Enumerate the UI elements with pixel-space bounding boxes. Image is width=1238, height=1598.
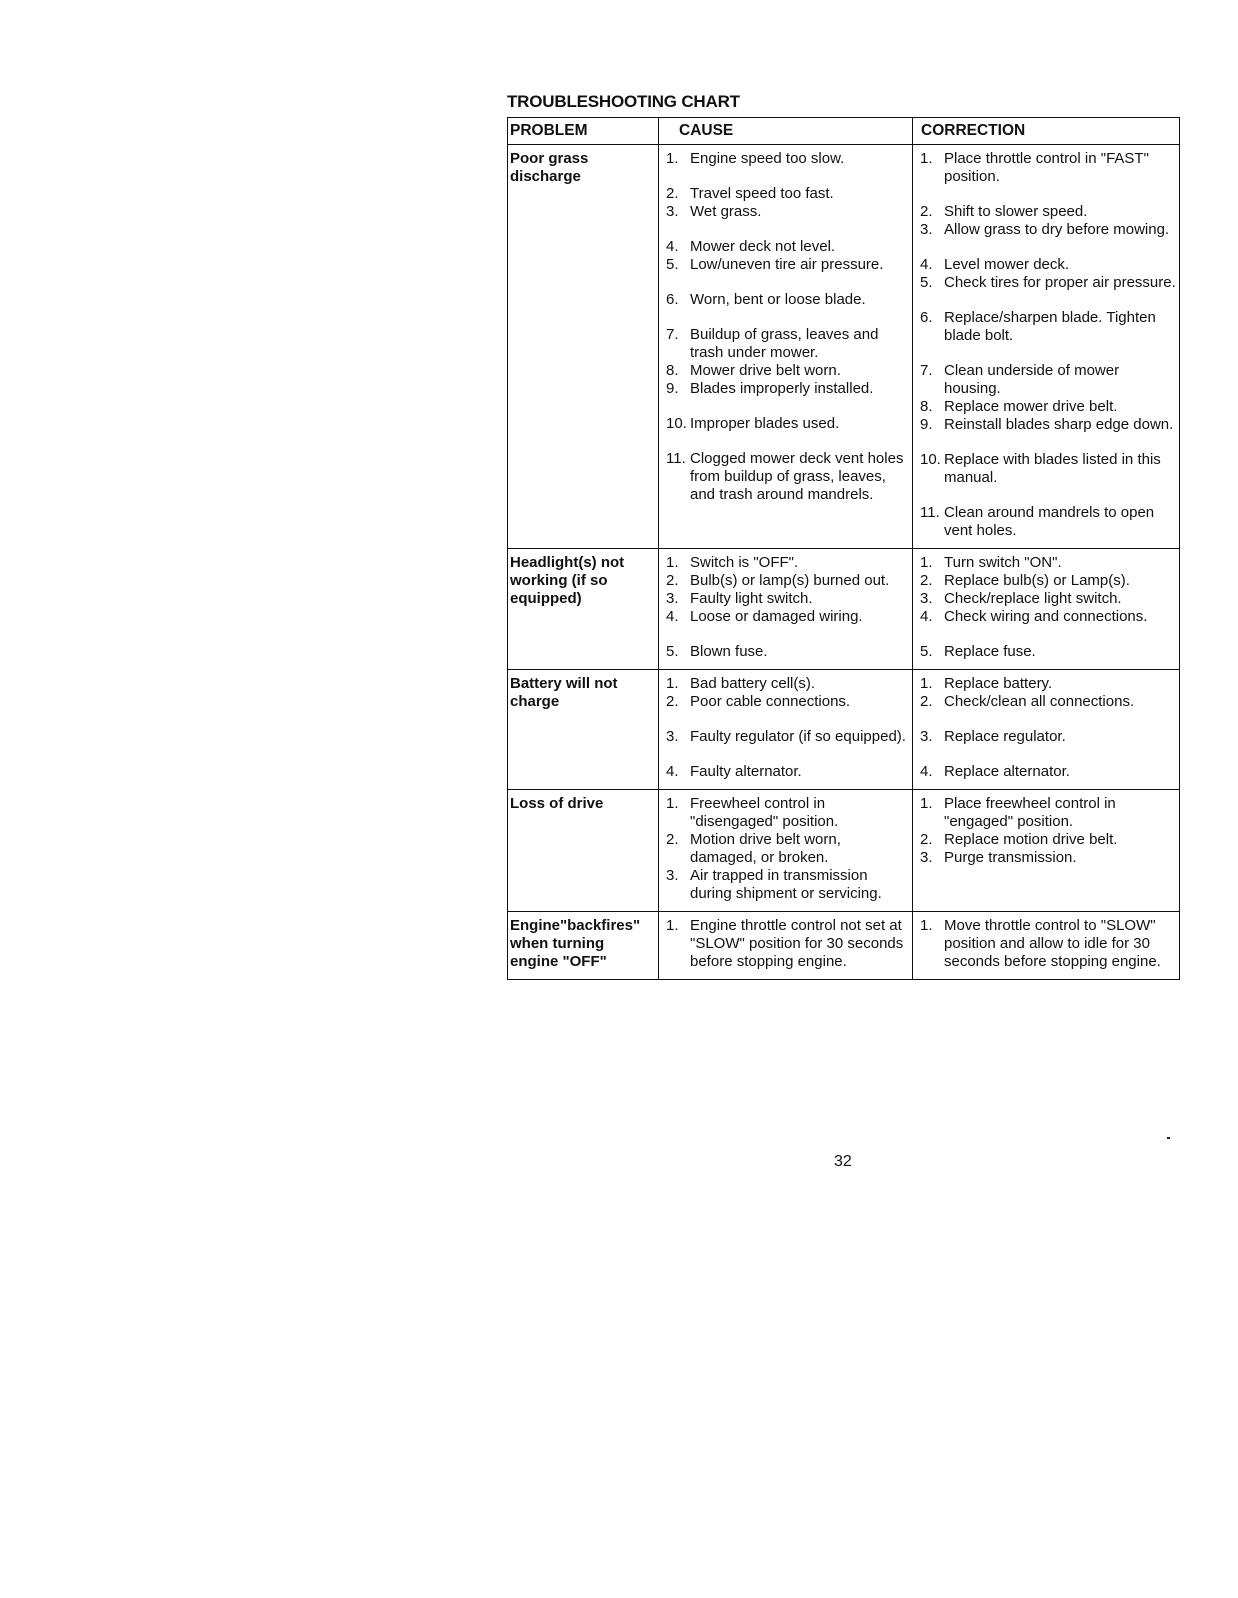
correction-cell bbox=[913, 912, 1180, 980]
list-item bbox=[920, 763, 1176, 781]
list-item bbox=[666, 693, 909, 711]
item-text: Travel speed too fast. bbox=[690, 185, 834, 202]
list-item bbox=[666, 256, 909, 274]
item-text: Level mower deck. bbox=[944, 256, 1070, 273]
item-number: 3. bbox=[666, 867, 679, 884]
item-number: 1. bbox=[666, 554, 679, 571]
table-row bbox=[508, 549, 1180, 670]
item-number: 9. bbox=[666, 380, 679, 397]
list-item bbox=[666, 380, 909, 398]
list-item bbox=[920, 849, 1176, 867]
item-text: Allow grass to dry before mowing. bbox=[944, 221, 1170, 238]
list-item bbox=[666, 728, 909, 746]
list-item bbox=[920, 362, 1176, 398]
item-text: Blades improperly installed. bbox=[690, 380, 874, 397]
list-item bbox=[666, 795, 909, 831]
item-text: Check/clean all connections. bbox=[944, 693, 1135, 710]
list-item bbox=[666, 590, 909, 608]
correction-cell bbox=[913, 790, 1180, 912]
item-number: 9. bbox=[920, 416, 933, 433]
item-text: Replace with blades listed in this manual. bbox=[944, 451, 1161, 486]
list-item bbox=[920, 728, 1176, 746]
page-title: TROUBLESHOOTING CHART bbox=[507, 92, 740, 111]
table-row bbox=[508, 670, 1180, 790]
list-item bbox=[920, 795, 1176, 831]
item-text: Replace regulator. bbox=[944, 728, 1066, 745]
problem-cell: Battery will not charge bbox=[508, 670, 659, 790]
header-row bbox=[508, 118, 1180, 145]
header-cause: CAUSE bbox=[659, 118, 913, 145]
item-text: Worn, bent or loose blade. bbox=[690, 291, 866, 308]
list-item bbox=[920, 416, 1176, 434]
item-number: 4. bbox=[666, 238, 679, 255]
cause-list bbox=[666, 150, 909, 504]
item-text: Check wiring and connections. bbox=[944, 608, 1148, 625]
item-number: 3. bbox=[920, 728, 933, 745]
correction-cell bbox=[913, 549, 1180, 670]
list-item bbox=[920, 831, 1176, 849]
list-item bbox=[666, 643, 909, 661]
header-correction: CORRECTION bbox=[913, 118, 1180, 145]
list-item bbox=[920, 309, 1176, 345]
correction-list bbox=[920, 675, 1176, 781]
list-item bbox=[920, 572, 1176, 590]
item-number: 1. bbox=[666, 675, 679, 692]
table-row bbox=[508, 912, 1180, 980]
item-number: 2. bbox=[920, 831, 933, 848]
list-item bbox=[920, 451, 1176, 487]
item-text: Wet grass. bbox=[690, 203, 762, 220]
item-text: Place throttle control in "FAST" position. bbox=[944, 150, 1149, 185]
item-number: 8. bbox=[920, 398, 933, 415]
item-number: 1. bbox=[920, 554, 933, 571]
item-number: 5. bbox=[920, 274, 933, 291]
item-text: Faulty light switch. bbox=[690, 590, 813, 607]
item-number: 2. bbox=[666, 572, 679, 589]
list-item bbox=[666, 238, 909, 256]
item-number: 1. bbox=[920, 795, 933, 812]
item-text: Clean around mandrels to open vent holes. bbox=[944, 504, 1155, 539]
list-item bbox=[920, 554, 1176, 572]
item-text: Turn switch "ON". bbox=[944, 554, 1062, 571]
item-text: Mower deck not level. bbox=[690, 238, 836, 255]
list-item bbox=[666, 150, 909, 168]
list-item bbox=[666, 763, 909, 781]
table-row bbox=[508, 790, 1180, 912]
list-item bbox=[666, 203, 909, 221]
cause-list bbox=[666, 917, 909, 971]
item-text: Air trapped in transmission during shipment or servicing. bbox=[690, 867, 882, 902]
item-number: 6. bbox=[920, 309, 933, 326]
item-text: Reinstall blades sharp edge down. bbox=[944, 416, 1174, 433]
list-item bbox=[920, 203, 1176, 221]
item-number: 11. bbox=[920, 504, 940, 521]
cause-list bbox=[666, 795, 909, 903]
item-number: 3. bbox=[920, 221, 933, 238]
list-item bbox=[920, 608, 1176, 626]
cause-cell bbox=[659, 670, 913, 790]
cause-cell bbox=[659, 912, 913, 980]
correction-list bbox=[920, 554, 1176, 661]
item-number: 5. bbox=[920, 643, 933, 660]
item-number: 3. bbox=[920, 590, 933, 607]
item-text: Poor cable connections. bbox=[690, 693, 851, 710]
list-item bbox=[666, 554, 909, 572]
item-text: Replace fuse. bbox=[944, 643, 1036, 660]
list-item bbox=[666, 572, 909, 590]
problem-cell: Engine"backfires" when turning engine "OFF" bbox=[508, 912, 659, 980]
item-text: Replace alternator. bbox=[944, 763, 1070, 780]
correction-list bbox=[920, 150, 1176, 540]
print-speck bbox=[1167, 1137, 1170, 1139]
item-number: 7. bbox=[666, 326, 679, 343]
correction-list bbox=[920, 795, 1176, 867]
item-number: 1. bbox=[920, 917, 933, 934]
item-number: 1. bbox=[920, 675, 933, 692]
list-item bbox=[666, 608, 909, 626]
item-number: 5. bbox=[666, 256, 679, 273]
item-text: Freewheel control in "disengaged" position. bbox=[690, 795, 839, 830]
item-text: Faulty alternator. bbox=[690, 763, 802, 780]
list-item bbox=[920, 274, 1176, 292]
item-text: Improper blades used. bbox=[690, 415, 840, 432]
item-text: Loose or damaged wiring. bbox=[690, 608, 863, 625]
item-number: 6. bbox=[666, 291, 679, 308]
item-text: Purge transmission. bbox=[944, 849, 1077, 866]
list-item bbox=[920, 398, 1176, 416]
list-item bbox=[920, 150, 1176, 186]
item-text: Engine speed too slow. bbox=[690, 150, 845, 167]
list-item bbox=[666, 415, 909, 433]
item-number: 3. bbox=[666, 728, 679, 745]
list-item bbox=[920, 643, 1176, 661]
item-text: Replace bulb(s) or Lamp(s). bbox=[944, 572, 1130, 589]
list-item bbox=[666, 867, 909, 903]
list-item bbox=[920, 256, 1176, 274]
item-number: 1. bbox=[666, 917, 679, 934]
item-text: Clogged mower deck vent holes from buildup of grass, leaves, and trash around mandrels. bbox=[690, 450, 904, 503]
table-row bbox=[508, 145, 1180, 549]
item-text: Faulty regulator (if so equipped). bbox=[690, 728, 906, 745]
list-item bbox=[920, 693, 1176, 711]
list-item bbox=[666, 917, 909, 971]
item-text: Shift to slower speed. bbox=[944, 203, 1088, 220]
problem-cell: Poor grass discharge bbox=[508, 145, 659, 549]
list-item bbox=[666, 185, 909, 203]
item-number: 4. bbox=[920, 763, 933, 780]
item-number: 3. bbox=[920, 849, 933, 866]
list-item bbox=[666, 291, 909, 309]
cause-list bbox=[666, 675, 909, 781]
problem-cell: Loss of drive bbox=[508, 790, 659, 912]
cause-list bbox=[666, 554, 909, 661]
list-item bbox=[920, 221, 1176, 239]
header-problem: PROBLEM bbox=[508, 118, 659, 145]
item-text: Replace motion drive belt. bbox=[944, 831, 1118, 848]
item-text: Place freewheel control in "engaged" position. bbox=[944, 795, 1116, 830]
item-number: 11. bbox=[666, 450, 686, 467]
item-number: 4. bbox=[920, 256, 933, 273]
list-item bbox=[920, 917, 1176, 971]
item-number: 4. bbox=[666, 763, 679, 780]
item-number: 1. bbox=[666, 795, 679, 812]
item-number: 5. bbox=[666, 643, 679, 660]
item-number: 2. bbox=[920, 693, 933, 710]
item-number: 3. bbox=[666, 590, 679, 607]
item-text: Replace battery. bbox=[944, 675, 1053, 692]
list-item bbox=[920, 590, 1176, 608]
list-item bbox=[666, 450, 909, 504]
cause-cell bbox=[659, 549, 913, 670]
correction-cell bbox=[913, 145, 1180, 549]
item-text: Motion drive belt worn, damaged, or broken. bbox=[690, 831, 841, 866]
item-text: Replace/sharpen blade. Tighten blade bolt. bbox=[944, 309, 1156, 344]
item-number: 1. bbox=[666, 150, 679, 167]
cause-cell bbox=[659, 145, 913, 549]
item-text: Mower drive belt worn. bbox=[690, 362, 841, 379]
cause-cell bbox=[659, 790, 913, 912]
item-text: Bad battery cell(s). bbox=[690, 675, 816, 692]
item-text: Replace mower drive belt. bbox=[944, 398, 1118, 415]
list-item bbox=[920, 504, 1176, 540]
item-text: Low/uneven tire air pressure. bbox=[690, 256, 884, 273]
item-number: 4. bbox=[920, 608, 933, 625]
item-text: Bulb(s) or lamp(s) burned out. bbox=[690, 572, 890, 589]
item-text: Blown fuse. bbox=[690, 643, 768, 660]
item-text: Switch is "OFF". bbox=[690, 554, 799, 571]
list-item bbox=[666, 362, 909, 380]
list-item bbox=[666, 831, 909, 867]
item-number: 8. bbox=[666, 362, 679, 379]
item-number: 10. bbox=[920, 451, 941, 468]
item-text: Check tires for proper air pressure. bbox=[944, 274, 1176, 291]
item-number: 2. bbox=[920, 203, 933, 220]
table-body bbox=[508, 145, 1180, 980]
item-number: 4. bbox=[666, 608, 679, 625]
item-number: 7. bbox=[920, 362, 933, 379]
list-item bbox=[920, 675, 1176, 693]
item-number: 2. bbox=[666, 693, 679, 710]
list-item bbox=[666, 326, 909, 362]
item-text: Buildup of grass, leaves and trash under mower. bbox=[690, 326, 879, 361]
page-number: 32 bbox=[834, 1153, 852, 1170]
problem-cell: Headlight(s) not working (if so equipped) bbox=[508, 549, 659, 670]
item-text: Move throttle control to "SLOW" position and allow to idle for 30 seconds before stopping engine. bbox=[944, 917, 1161, 970]
item-number: 2. bbox=[666, 185, 679, 202]
troubleshooting-table bbox=[507, 117, 1180, 980]
item-number: 3. bbox=[666, 203, 679, 220]
correction-cell bbox=[913, 670, 1180, 790]
item-number: 2. bbox=[920, 572, 933, 589]
item-number: 2. bbox=[666, 831, 679, 848]
list-item bbox=[666, 675, 909, 693]
correction-list bbox=[920, 917, 1176, 971]
item-text: Clean underside of mower housing. bbox=[944, 362, 1120, 397]
item-text: Engine throttle control not set at "SLOW" position for 30 seconds before stopping engine. bbox=[690, 917, 904, 970]
item-number: 10. bbox=[666, 415, 687, 432]
item-text: Check/replace light switch. bbox=[944, 590, 1122, 607]
item-number: 1. bbox=[920, 150, 933, 167]
